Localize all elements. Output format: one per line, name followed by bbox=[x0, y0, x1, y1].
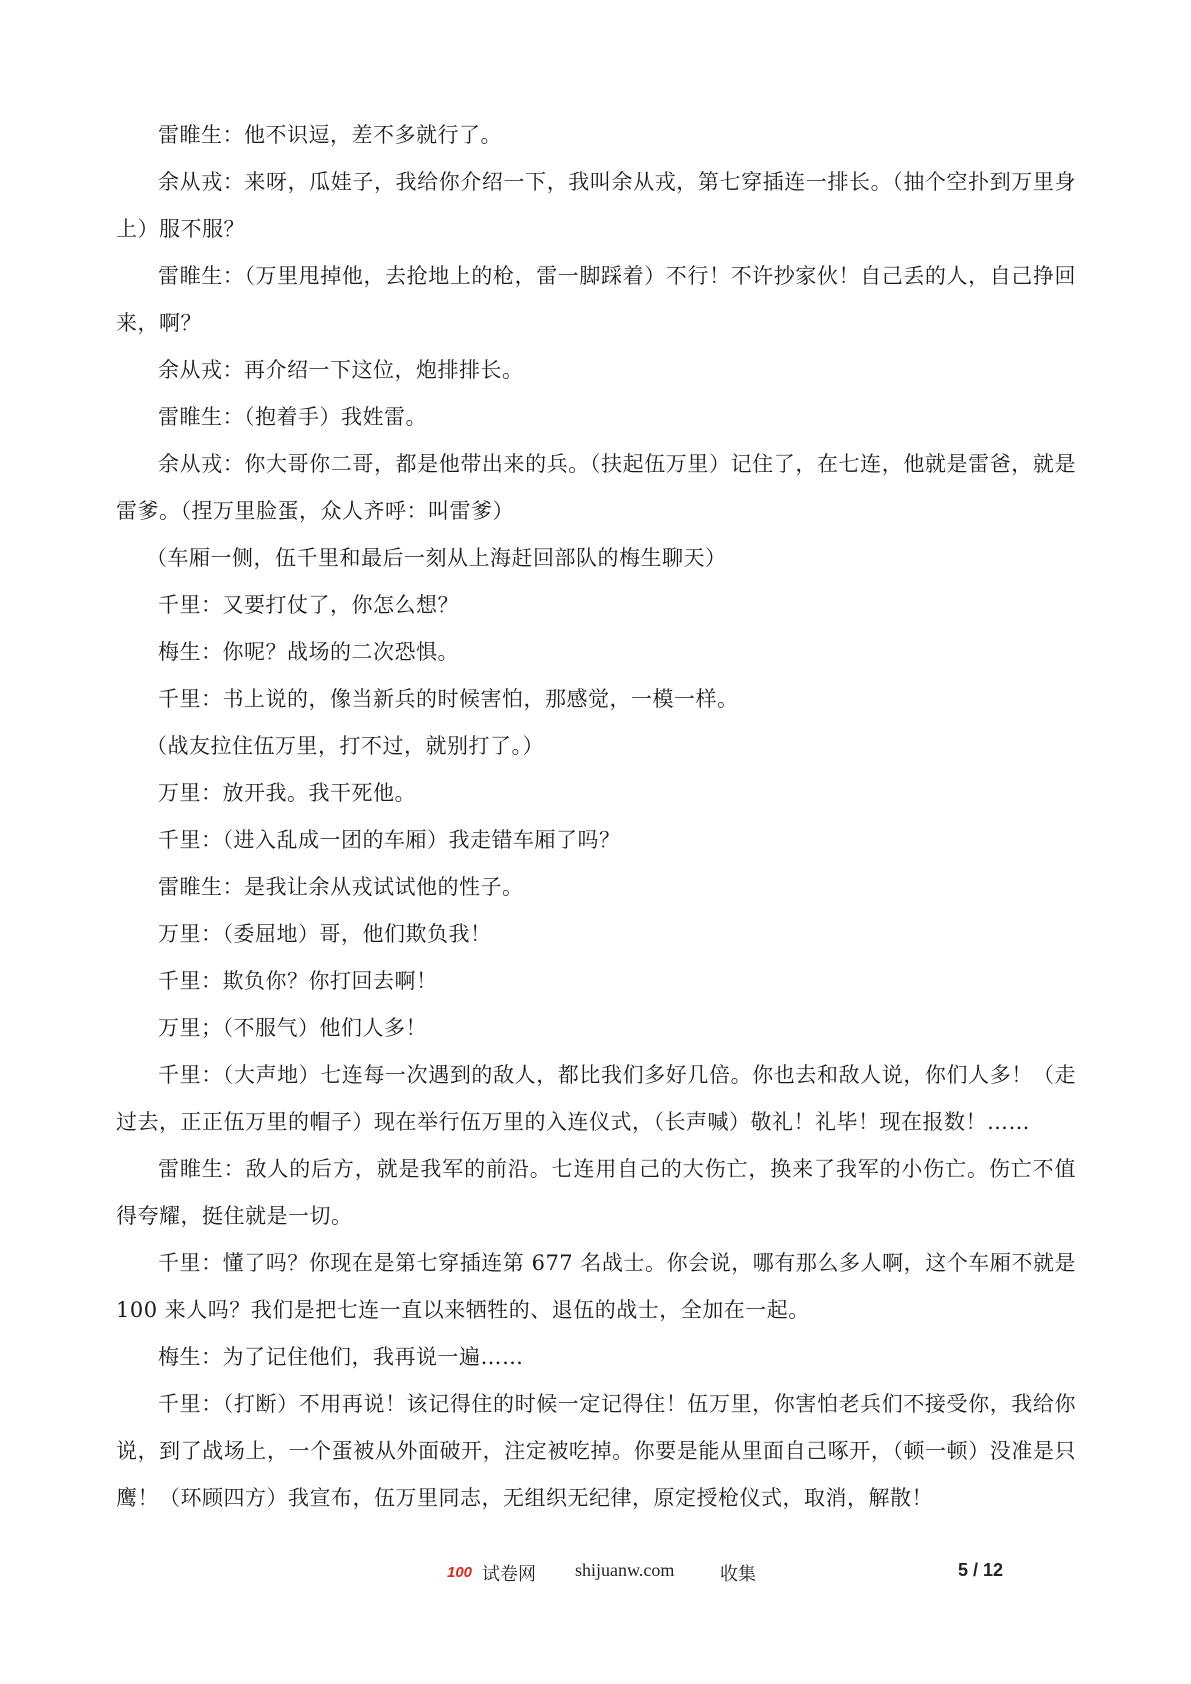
site-brand: 试卷网 bbox=[482, 1564, 536, 1585]
paragraph: 余从戎：你大哥你二哥，都是他带出来的兵。（扶起伍万里）记住了，在七连，他就是雷爸，就是雷爹。（捏万里脸蛋，众人齐呼：叫雷爹） bbox=[116, 452, 1076, 523]
paragraph: 雷睢生：是我让余从戎试试他的性子。 bbox=[158, 875, 524, 899]
paragraph: 万里；（不服气）他们人多！ bbox=[158, 1016, 427, 1040]
paragraph: 千里：（进入乱成一团的车厢）我走错车厢了吗？ bbox=[158, 828, 621, 852]
stage-direction: （战友拉住伍万里，打不过，就别打了。） bbox=[146, 734, 544, 758]
collect-label: 收集 bbox=[720, 1564, 756, 1585]
paragraph: 万里：放开我。我干死他。 bbox=[158, 781, 416, 805]
paragraph: 雷睢生：（万里甩掉他，去抢地上的枪，雷一脚踩着）不行！不许抄家伙！自己丢的人，自己挣回来，啊？ bbox=[116, 264, 1076, 335]
paragraph: 千里：懂了吗？你现在是第七穿插连第 677 名战士。你会说，哪有那么多人啊，这个车厢不就是 100 来人吗？我们是把七连一直以来牺牲的、退伍的战士，全加在一起。 bbox=[116, 1251, 1076, 1322]
paragraph: 万里：（委屈地）哥，他们欺负我！ bbox=[158, 922, 492, 946]
paragraph: 余从戎：来呀，瓜娃子，我给你介绍一下，我叫余从戎，第七穿插连一排长。（抽个空扑到万里身上）服不服？ bbox=[116, 170, 1076, 241]
page-footer bbox=[0, 1560, 1191, 1590]
paragraph: 雷睢生：（抱着手）我姓雷。 bbox=[158, 405, 427, 429]
paragraph: 雷睢生：敌人的后方，就是我军的前沿。七连用自己的大伤亡，换来了我军的小伤亡。伤亡不值得夸耀，挺住就是一切。 bbox=[116, 1157, 1076, 1228]
paragraph: 千里：又要打仗了，你怎么想？ bbox=[158, 593, 459, 617]
page-number: 5 / 12 bbox=[958, 1560, 1004, 1580]
site-logo-icon bbox=[446, 1562, 480, 1582]
site-url: shijuanw.com bbox=[575, 1560, 675, 1580]
paragraph: 梅生：为了记住他们，我再说一遍…… bbox=[158, 1345, 524, 1369]
paragraph: 千里：书上说的，像当新兵的时候害怕，那感觉，一模一样。 bbox=[158, 687, 739, 711]
document-body bbox=[116, 112, 1076, 1522]
paragraph: 余从戎：再介绍一下这位，炮排排长。 bbox=[158, 358, 524, 382]
paragraph: 千里：欺负你？你打回去啊！ bbox=[158, 969, 438, 993]
svg-text:100: 100 bbox=[447, 1564, 473, 1581]
paragraph: 梅生：你呢？战场的二次恐惧。 bbox=[158, 640, 459, 664]
stage-direction: （车厢一侧，伍千里和最后一刻从上海赶回部队的梅生聊天） bbox=[146, 546, 727, 570]
paragraph: 千里：（打断）不用再说！该记得住的时候一定记得住！伍万里，你害怕老兵们不接受你，我给你说，到了战场上，一个蛋被从外面破开，注定被吃掉。你要是能从里面自己啄开，（顿一顿）没准是只鹰！（环顾四方）我宣布，伍万里同志，无组织无纪律，原定授枪仪式，取消，解散！ bbox=[116, 1392, 1076, 1510]
paragraph: 雷睢生：他不识逗，差不多就行了。 bbox=[158, 123, 502, 147]
paragraph: 千里：（大声地）七连每一次遇到的敌人，都比我们多好几倍。你也去和敌人说，你们人多！（走过去，正正伍万里的帽子）现在举行伍万里的入连仪式，（长声喊）敬礼！礼毕！现在报数！…… bbox=[116, 1063, 1076, 1134]
